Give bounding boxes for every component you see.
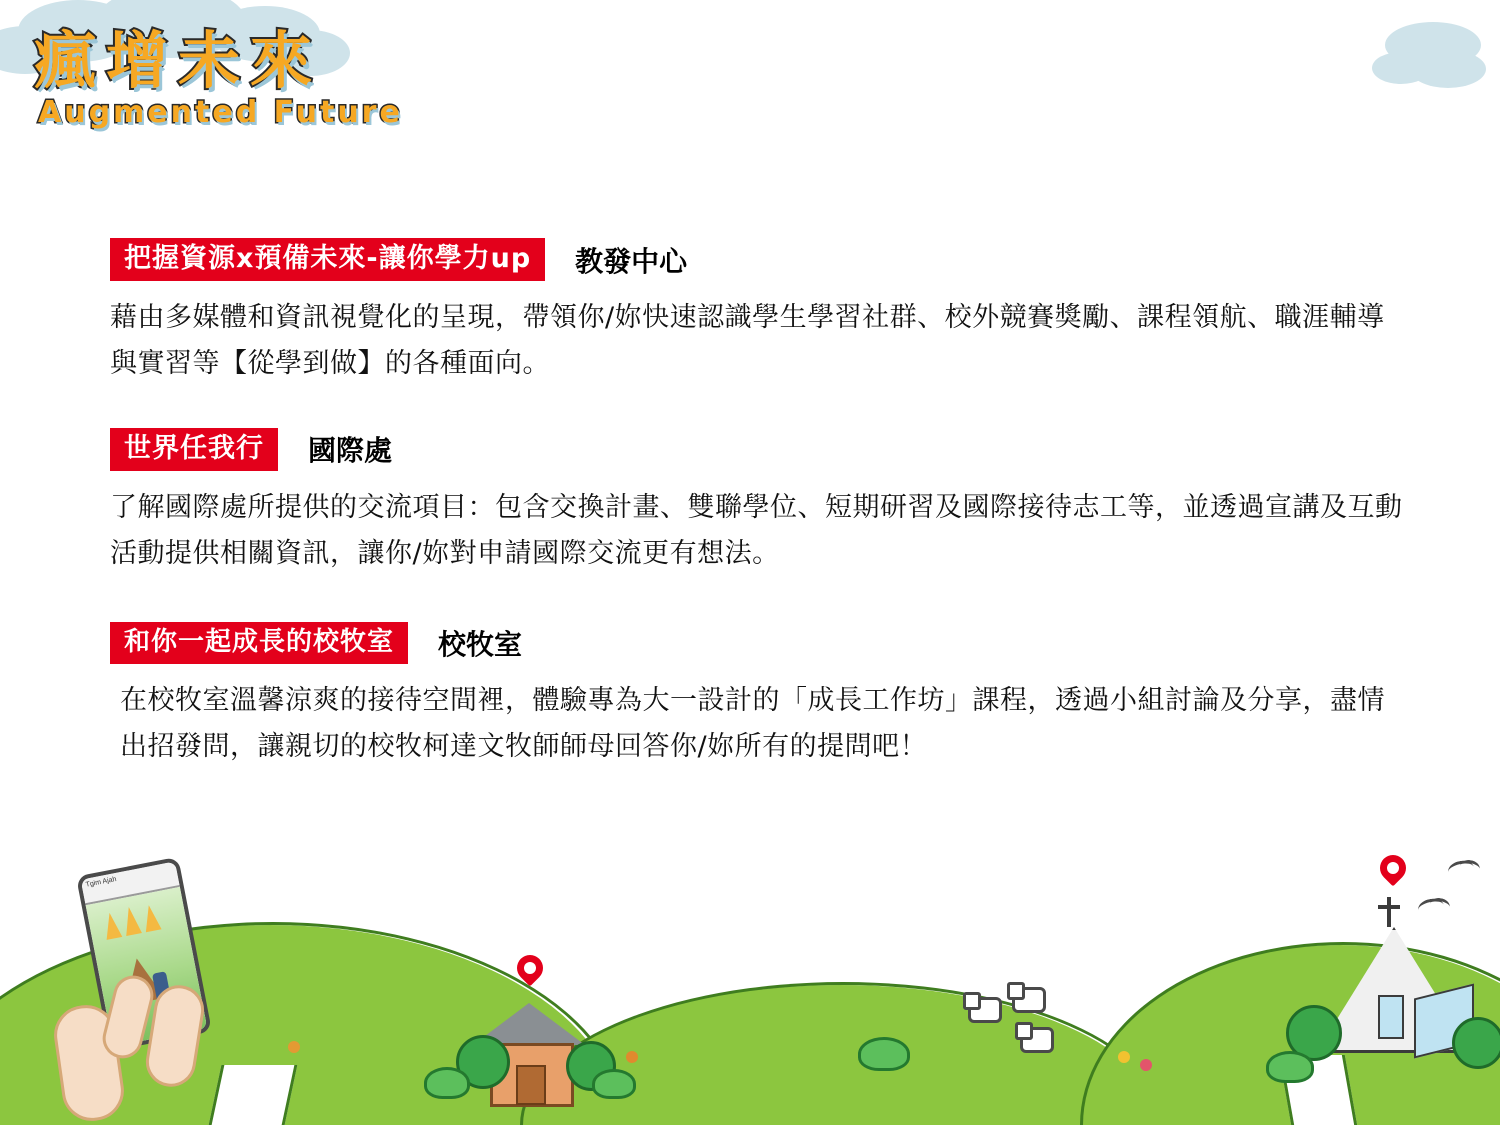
- flower-icon: [1140, 1059, 1152, 1071]
- bird-icon: [1447, 858, 1476, 880]
- phone-app-title: Tgim Ajah: [85, 875, 118, 889]
- flower-icon: [1118, 1051, 1130, 1063]
- section-tag: 世界任我行: [110, 428, 278, 471]
- flower-icon: [288, 1041, 300, 1053]
- section-unit: 教發中心: [575, 244, 688, 278]
- church-window: [1378, 995, 1404, 1039]
- section-body: 藉由多媒體和資訊視覺化的呈現，帶領你/妳快速認識學生學習社群、校外競賽獎勵、課程領航、職涯輔導與實習等【從學到做】的各種面向。: [110, 302, 1385, 380]
- illustration-landscape: [0, 855, 1500, 1125]
- section-block: [0, 238, 1500, 388]
- logo-english-title: Augmented Future: [38, 95, 403, 131]
- section-block: [0, 428, 1500, 578]
- tree-icon: [1452, 1017, 1500, 1069]
- bird-icon: [1417, 896, 1446, 918]
- section-body: 了解國際處所提供的交流項目：包含交換計畫、雙聯學位、短期研習及國際接待志工等，並透過宣講及互動活動提供相關資訊，讓你/妳對申請國際交流更有想法。: [110, 491, 1403, 570]
- section-tag: 和你一起成長的校牧室: [110, 622, 408, 664]
- site-logo: [34, 24, 403, 178]
- map-pin-icon: [1375, 855, 1412, 886]
- flower-icon: [626, 1051, 638, 1063]
- section-block: [0, 622, 1500, 771]
- animal-icon: [968, 997, 1002, 1023]
- content-sections: [0, 238, 1500, 797]
- section-header: [110, 238, 1410, 281]
- bush-icon: [592, 1069, 636, 1099]
- section-unit: 國際處: [308, 434, 393, 468]
- logo-chinese-title: 瘋增未來: [34, 24, 323, 97]
- bush-icon: [424, 1067, 470, 1099]
- hut-door: [516, 1065, 546, 1105]
- bush-icon: [1266, 1051, 1314, 1083]
- animal-icon: [1012, 987, 1046, 1013]
- section-header: [110, 622, 1410, 664]
- cross-icon: [1387, 897, 1391, 927]
- hill-center-outline: [520, 982, 1166, 1125]
- section-body: 在校牧室溫馨涼爽的接待空間裡，體驗專為大一設計的「成長工作坊」課程，透過小組討論及分享，盡情出招發問，讓親切的校牧柯達文牧師師母回答你/妳所有的提問吧！: [120, 684, 1385, 763]
- animal-icon: [1020, 1027, 1054, 1053]
- section-tag: 把握資源x預備未來-讓你學力up: [110, 238, 545, 281]
- bush-icon: [858, 1037, 910, 1071]
- section-unit: 校牧室: [438, 627, 523, 661]
- path-left: [209, 1065, 298, 1125]
- section-header: [110, 428, 1410, 471]
